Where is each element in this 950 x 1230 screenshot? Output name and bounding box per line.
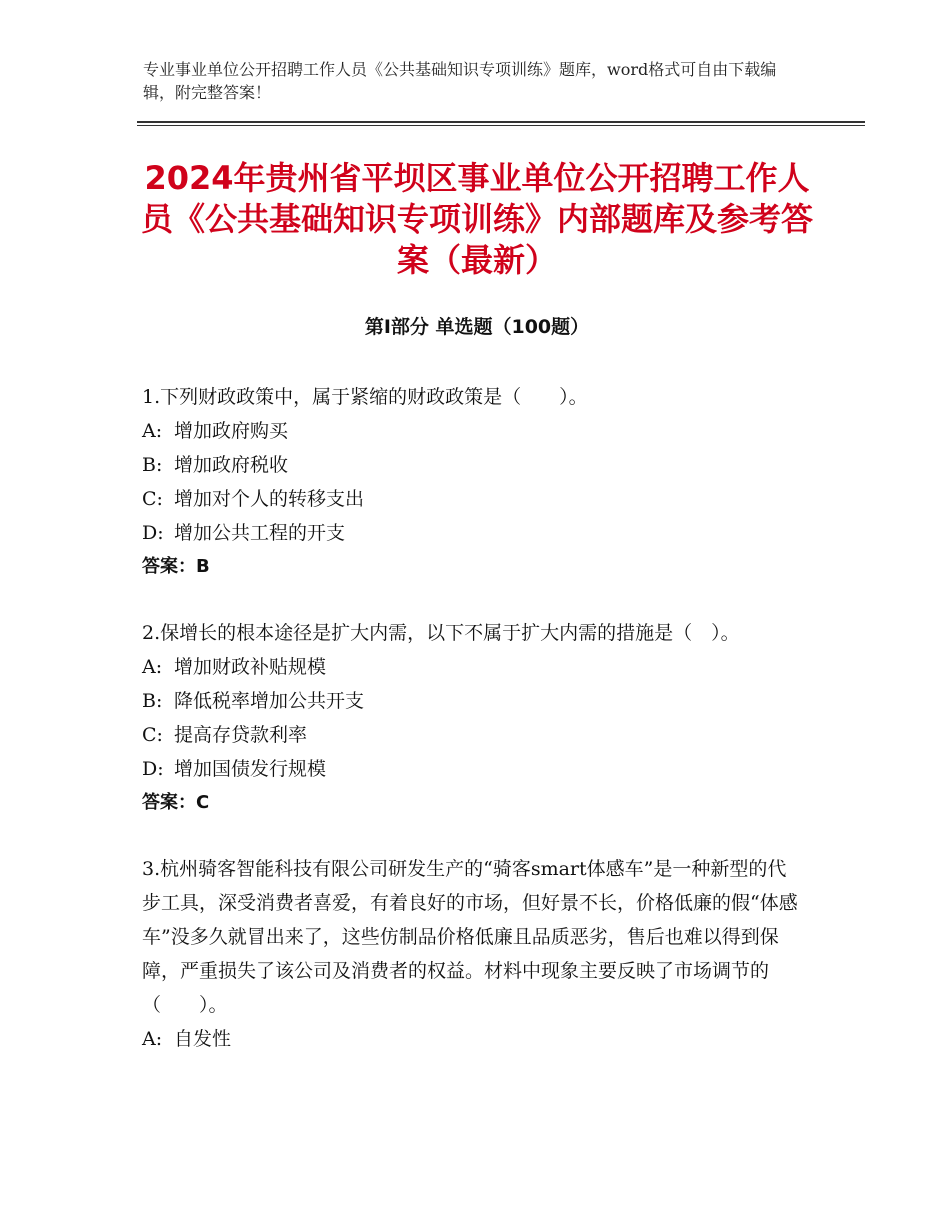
document-title: 2024年贵州省平坝区事业单位公开招聘工作人员《公共基础知识专项训练》内部题库及参考答案（最新） [140, 159, 813, 279]
option-a [142, 650, 802, 684]
question-stem: 2.保增长的根本途径是扩大内需，以下不属于扩大内需的措施是（ ）。 [142, 622, 740, 644]
option-letter: B: [142, 454, 163, 476]
option-text: 增加公共工程的开支 [174, 522, 346, 544]
option-a [142, 414, 802, 448]
option-text: 自发性 [174, 1028, 232, 1050]
option-b [142, 448, 802, 482]
answer-line: 答案：B [142, 556, 210, 577]
option-letter: A: [142, 1028, 163, 1050]
option-letter: B: [142, 690, 163, 712]
option-letter: C: [142, 488, 163, 510]
option-text: 增加对个人的转移支出 [174, 488, 365, 510]
question-2 [142, 616, 802, 820]
option-text: 增加财政补贴规模 [174, 656, 327, 678]
option-letter: D: [142, 758, 164, 780]
option-c [142, 482, 802, 516]
option-letter: C: [142, 724, 163, 746]
option-d [142, 752, 802, 786]
option-text: 增加政府税收 [174, 454, 289, 476]
option-text: 降低税率增加公共开支 [174, 690, 365, 712]
option-text: 增加政府购买 [174, 420, 289, 442]
question-stem: 1.下列财政政策中，属于紧缩的财政政策是（ ）。 [142, 386, 588, 408]
option-d [142, 516, 802, 550]
option-text: 增加国债发行规模 [174, 758, 327, 780]
option-b [142, 684, 802, 718]
option-text: 提高存贷款利率 [174, 724, 308, 746]
option-letter: D: [142, 522, 164, 544]
header-note: 专业事业单位公开招聘工作人员《公共基础知识专项训练》题库，word格式可自由下载编辑，附完整答案！ [143, 60, 777, 102]
question-1 [142, 380, 802, 584]
question-list [142, 380, 802, 1088]
option-c [142, 718, 802, 752]
question-stem: 3.杭州骑客智能科技有限公司研发生产的“骑客smart体感车”是一种新型的代步工具，深受消费者喜爱，有着良好的市场，但好景不长，价格低廉的假“体感车”没多久就冒出来了，这些仿制品价格低廉且品质恶劣，售后也难以得到保障，严重损失了该公司及消费者的权益。材料中现象主要反映了市场调节的（ ）。 [142, 858, 798, 1016]
header-rule-thick [137, 121, 865, 123]
option-a [142, 1022, 802, 1056]
answer-line: 答案：C [142, 792, 210, 813]
option-letter: A: [142, 420, 163, 442]
question-3 [142, 852, 802, 1056]
section-heading: 第Ⅰ部分 单选题（100题） [364, 316, 590, 338]
header-rule-thin [137, 125, 865, 126]
option-letter: A: [142, 656, 163, 678]
